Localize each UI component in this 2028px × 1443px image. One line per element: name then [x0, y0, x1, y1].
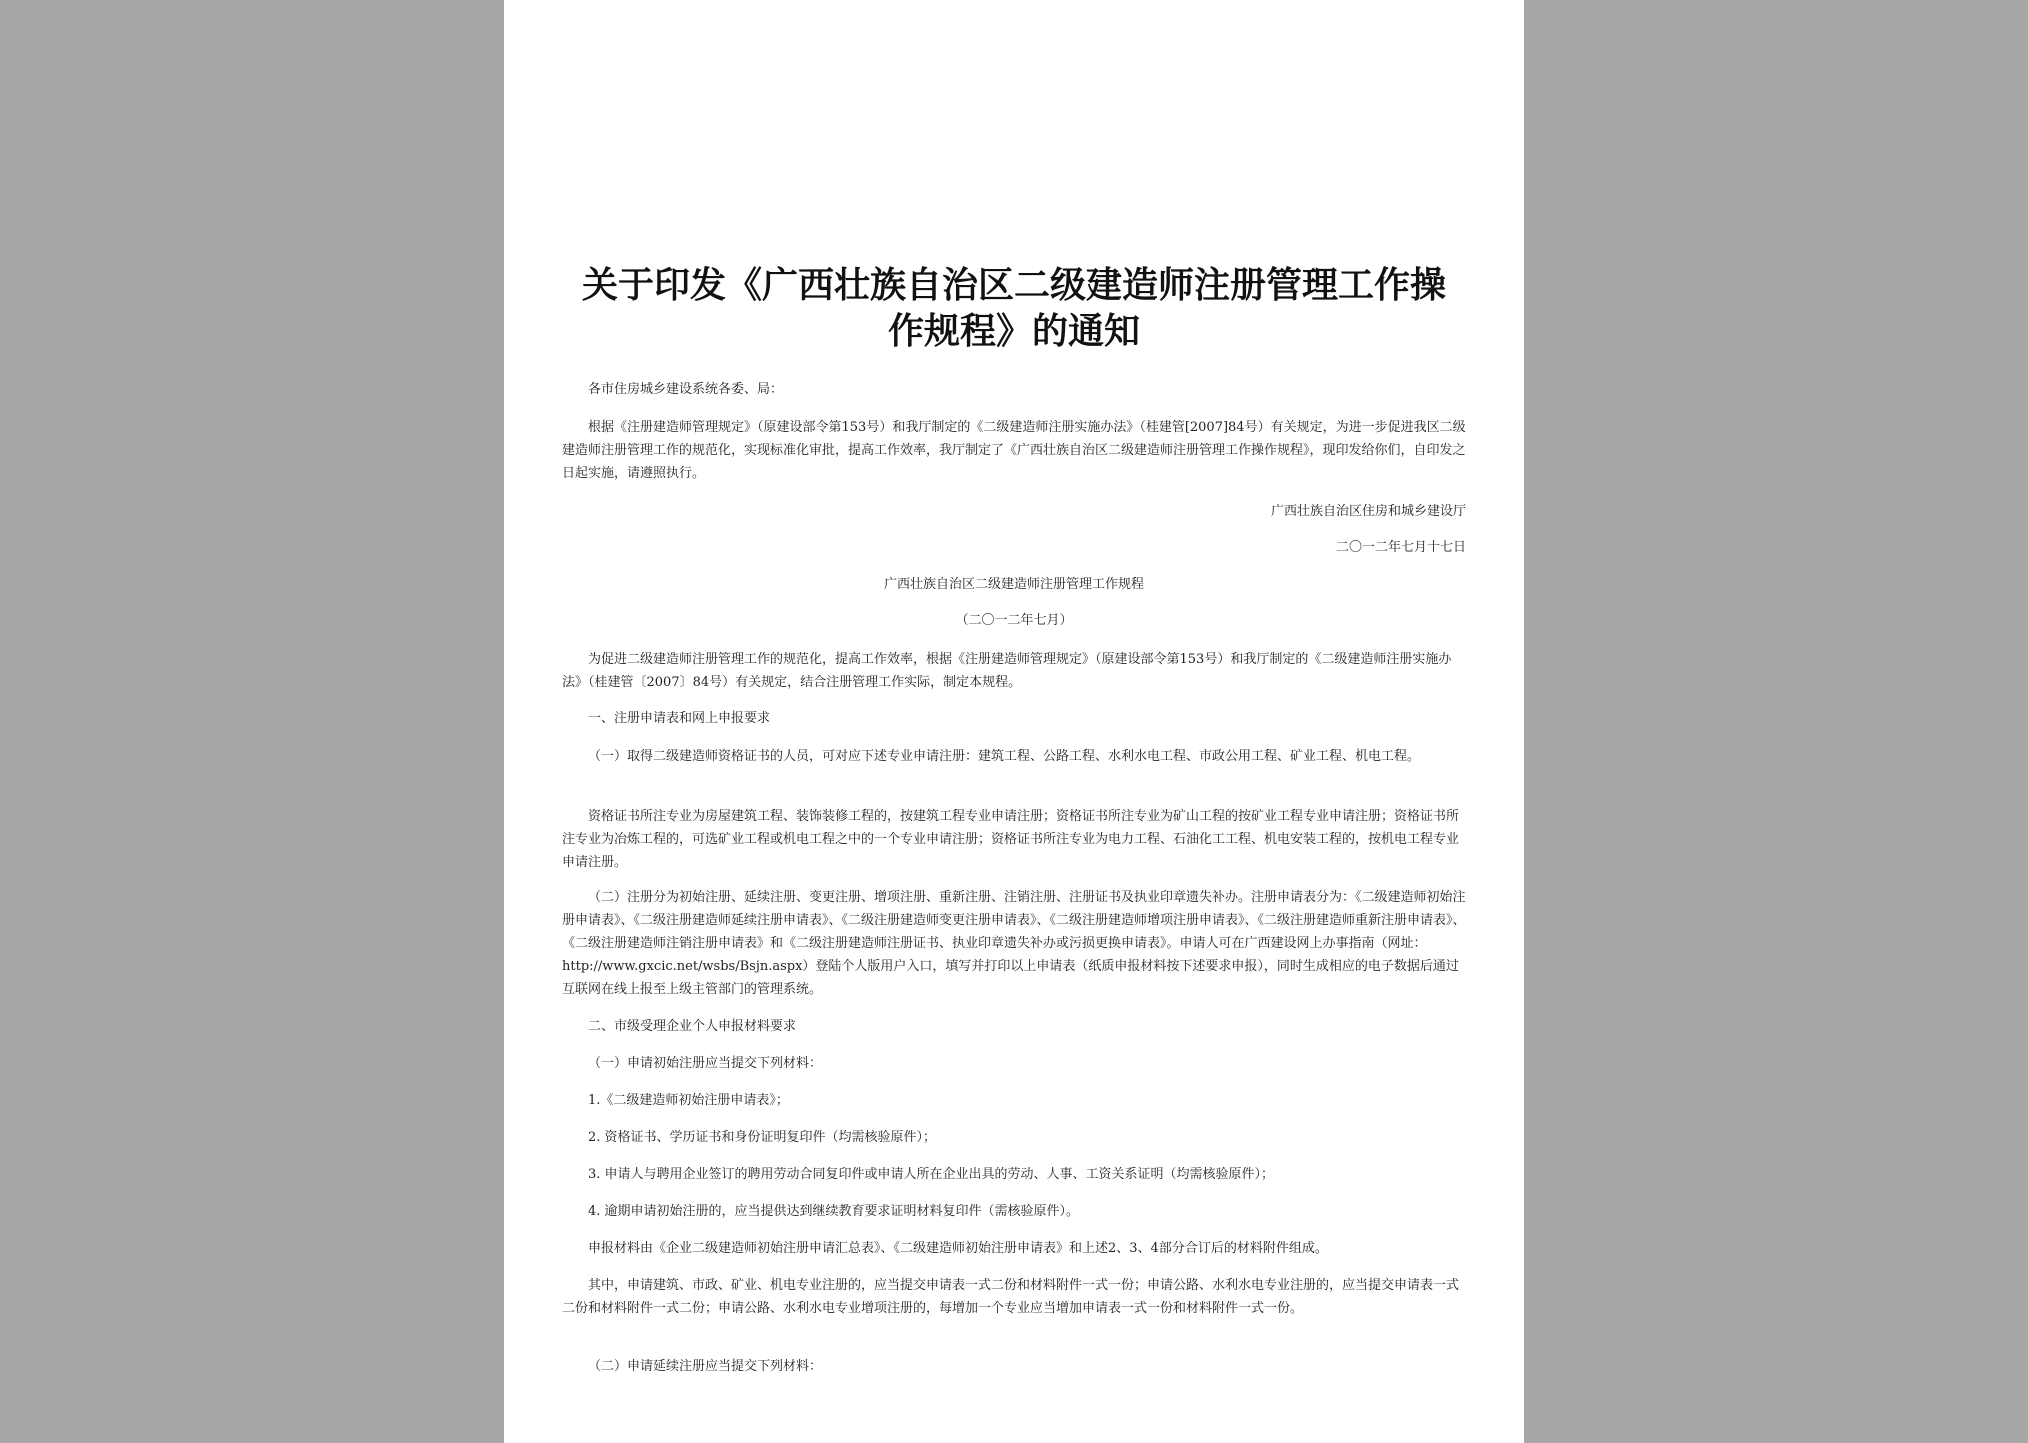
- issue-date: 二〇一二年七月十七日: [1335, 540, 1466, 555]
- section-2-list-item-2: 2. 资格证书、学历证书和身份证明复印件（均需核验原件）；: [588, 1130, 937, 1145]
- document-page: [504, 0, 1524, 1443]
- document-title: [504, 262, 1524, 354]
- preamble-paragraph: 为促进二级建造师注册管理工作的规范化，提高工作效率，根据《注册建造师管理规定》（原建设部令第153号）和我厅制定的《二级建造师注册实施办法》（桂建管〔2007〕84号）有关规定，结合注册管理工作实际，制定本规程。: [562, 652, 1452, 690]
- document-title-line-2: 作规程》的通知: [887, 310, 1140, 352]
- section-2-list-item-4: 4. 逾期申请初始注册的，应当提供达到继续教育要求证明材料复印件（需核验原件）。: [588, 1204, 1080, 1219]
- section-2-list-item-3: 3. 申请人与聘用企业签订的聘用劳动合同复印件或申请人所在企业出具的劳动、人事、工资关系证明（均需核验原件）；: [588, 1167, 1275, 1182]
- section-1-item-2: （二）注册分为初始注册、延续注册、变更注册、增项注册、重新注册、注销注册、注册证书及执业印章遗失补办。注册申请表分为：《二级建造师初始注册申请表》、《二级注册建造师延续注册申请表》、《二级注册建造师变更注册申请表》、《二级注册建造师增项注册申请表》、《二级注册建造师重新注册申请表》、《二级注册建造师注销注册申请表》和《二级注册建造师注册证书、执业印章遗失补办或污损更换申请表》。申请人可在广西建设网上办事指南（网址：http://www.gxcic.net/wsbs/Bsjn.aspx）登陆个人版用户入口，填写并打印以上申请表（纸质申报材料按下述要求申报），同时生成相应的电子数据后通过互联网在线上报至上级主管部门的管理系统。: [562, 890, 1466, 997]
- section-2-heading: 二、市级受理企业个人申报材料要求: [588, 1019, 797, 1034]
- rules-date: （二〇一二年七月）: [955, 613, 1073, 628]
- salutation: 各市住房城乡建设系统各委、局：: [588, 382, 784, 397]
- intro-paragraph: 根据《注册建造师管理规定》（原建设部令第153号）和我厅制定的《二级建造师注册实施办法》（桂建管[2007]84号）有关规定，为进一步促进我区二级建造师注册管理工作的规范化，实现标准化审批，提高工作效率，我厅制定了《广西壮族自治区二级建造师注册管理工作操作规程》，现印发给你们，自印发之日起实施，请遵照执行。: [562, 420, 1466, 481]
- section-2-compose: 申报材料由《企业二级建造师初始注册申请汇总表》、《二级建造师初始注册申请表》和上述2、3、4部分合订后的材料附件组成。: [588, 1241, 1328, 1256]
- section-1-item-1: （一）取得二级建造师资格证书的人员，可对应下述专业申请注册：建筑工程、公路工程、水利水电工程、市政公用工程、矿业工程、机电工程。: [588, 749, 1421, 764]
- rules-title: 广西壮族自治区二级建造师注册管理工作规程: [883, 577, 1144, 592]
- document-title-line-1: 关于印发《广西壮族自治区二级建造师注册管理工作操: [581, 264, 1446, 306]
- section-1-heading: 一、注册申请表和网上申报要求: [588, 711, 771, 726]
- issuer: 广西壮族自治区住房和城乡建设厅: [1270, 504, 1466, 519]
- section-2-item-2: （二）申请延续注册应当提交下列材料：: [588, 1359, 823, 1374]
- section-1-item-1-note: 资格证书所注专业为房屋建筑工程、装饰装修工程的，按建筑工程专业申请注册；资格证书所注专业为矿山工程的按矿业工程专业申请注册；资格证书所注专业为冶炼工程的，可选矿业工程或机电工程之中的一个专业申请注册；资格证书所注专业为电力工程、石油化工工程、机电安装工程的，按机电工程专业申请注册。: [562, 809, 1460, 870]
- section-2-item-1: （一）申请初始注册应当提交下列材料：: [588, 1056, 823, 1071]
- section-2-list-item-1: 1.《二级建造师初始注册申请表》；: [588, 1093, 789, 1108]
- section-2-copies: 其中，申请建筑、市政、矿业、机电专业注册的，应当提交申请表一式二份和材料附件一式一份；申请公路、水利水电专业注册的，应当提交申请表一式二份和材料附件一式二份；申请公路、水利水电专业增项注册的，每增加一个专业应当增加申请表一式一份和材料附件一式一份。: [562, 1278, 1460, 1316]
